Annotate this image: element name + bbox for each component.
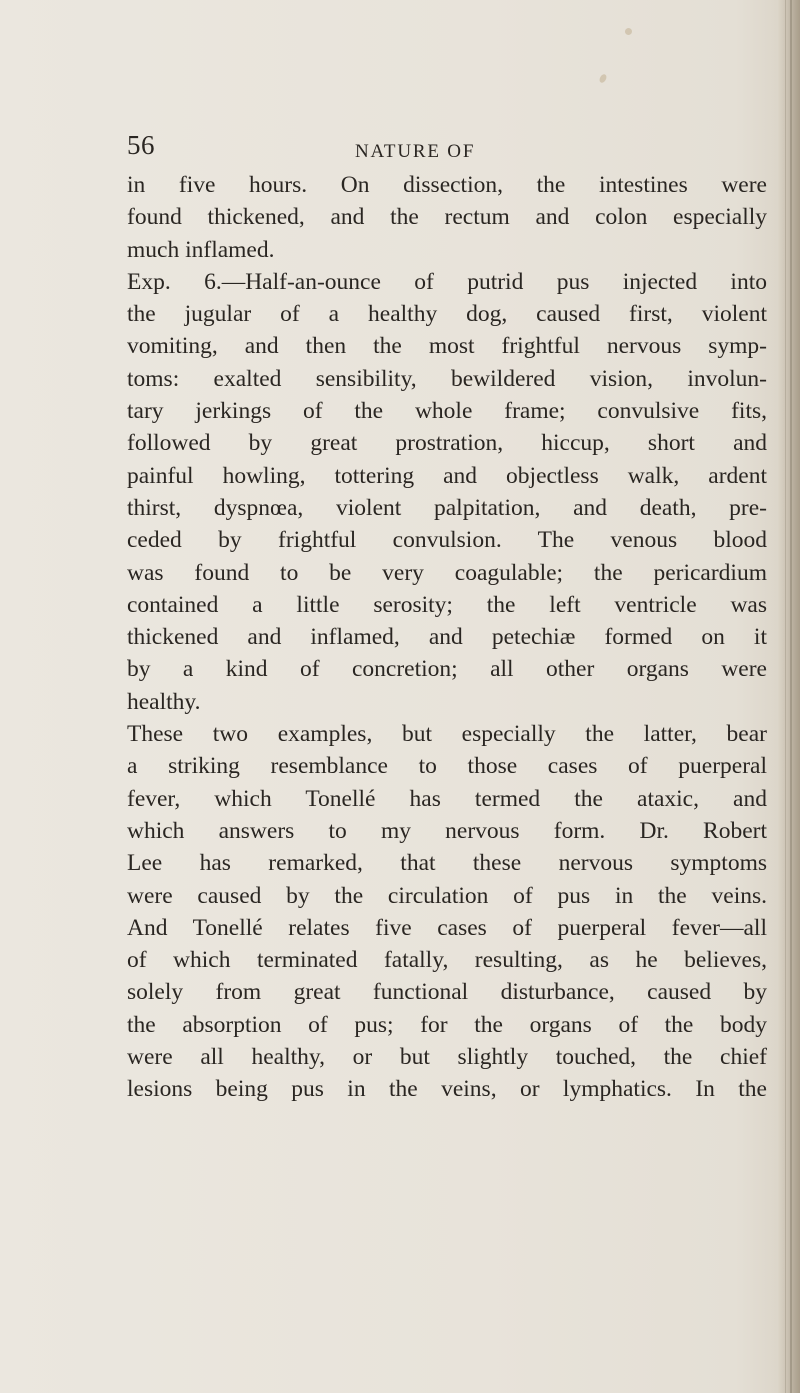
page-number: 56 xyxy=(127,130,155,160)
text-line: was found to be very coagulable; the pericardium xyxy=(127,559,767,586)
text-line: the absorption of pus; for the organs of the body xyxy=(127,1011,767,1038)
text-line: thirst, dyspnœa, violent palpitation, and death, pre- xyxy=(127,494,767,521)
text-line: followed by great prostration, hiccup, short and xyxy=(127,430,767,457)
text-line: These two examples, but especially the latter, bear xyxy=(127,721,767,748)
text-line: contained a little serosity; the left ventricle was xyxy=(127,591,767,618)
text-line: of which terminated fatally, resulting, as he believes, xyxy=(127,947,767,974)
text-line: vomiting, and then the most frightful nervous symp- xyxy=(127,333,767,360)
text-line: the jugular of a healthy dog, caused first, violent xyxy=(127,301,767,328)
text-line: solely from great functional disturbance, caused by xyxy=(127,979,767,1006)
text-line: which answers to my nervous form. Dr. Robert xyxy=(127,817,767,844)
text-line: painful howling, tottering and objectless walk, ardent xyxy=(127,462,767,489)
text-line: lesions being pus in the veins, or lymphatics. In the xyxy=(127,1076,767,1103)
text-line: fever, which Tonellé has termed the ataxic, and xyxy=(127,785,767,812)
text-line: much inflamed. xyxy=(127,236,275,263)
running-head: NATURE OF xyxy=(355,141,476,162)
text-line: thickened and inflamed, and petechiæ formed on it xyxy=(127,624,767,651)
text-line: healthy. xyxy=(127,688,201,715)
text-line: in five hours. On dissection, the intestines were xyxy=(127,172,767,198)
text-line: by a kind of concretion; all other organs were xyxy=(127,656,767,683)
text-line: were caused by the circulation of pus in the veins. xyxy=(127,882,767,909)
binding-edge-line xyxy=(790,0,792,1393)
paper-speck xyxy=(598,73,608,84)
text-line: found thickened, and the rectum and colon especially xyxy=(127,204,767,231)
text-line: a striking resemblance to those cases of puerperal xyxy=(127,753,767,780)
text-line: And Tonellé relates five cases of puerperal fever—all xyxy=(127,914,767,941)
body-text xyxy=(127,165,767,1102)
binding-edge xyxy=(778,0,800,1393)
text-line: Exp. 6.—Half-an-ounce of putrid pus injected into xyxy=(127,268,767,295)
binding-edge-line xyxy=(785,0,786,1393)
text-line: tary jerkings of the whole frame; convulsive fits, xyxy=(127,398,767,425)
text-line: ceded by frightful convulsion. The venous blood xyxy=(127,527,767,554)
text-line: toms: exalted sensibility, bewildered vision, involun- xyxy=(127,365,767,392)
text-line: were all healthy, or but slightly touched, the chief xyxy=(127,1044,767,1071)
paper-speck xyxy=(624,27,633,36)
text-line: Lee has remarked, that these nervous symptoms xyxy=(127,850,767,877)
